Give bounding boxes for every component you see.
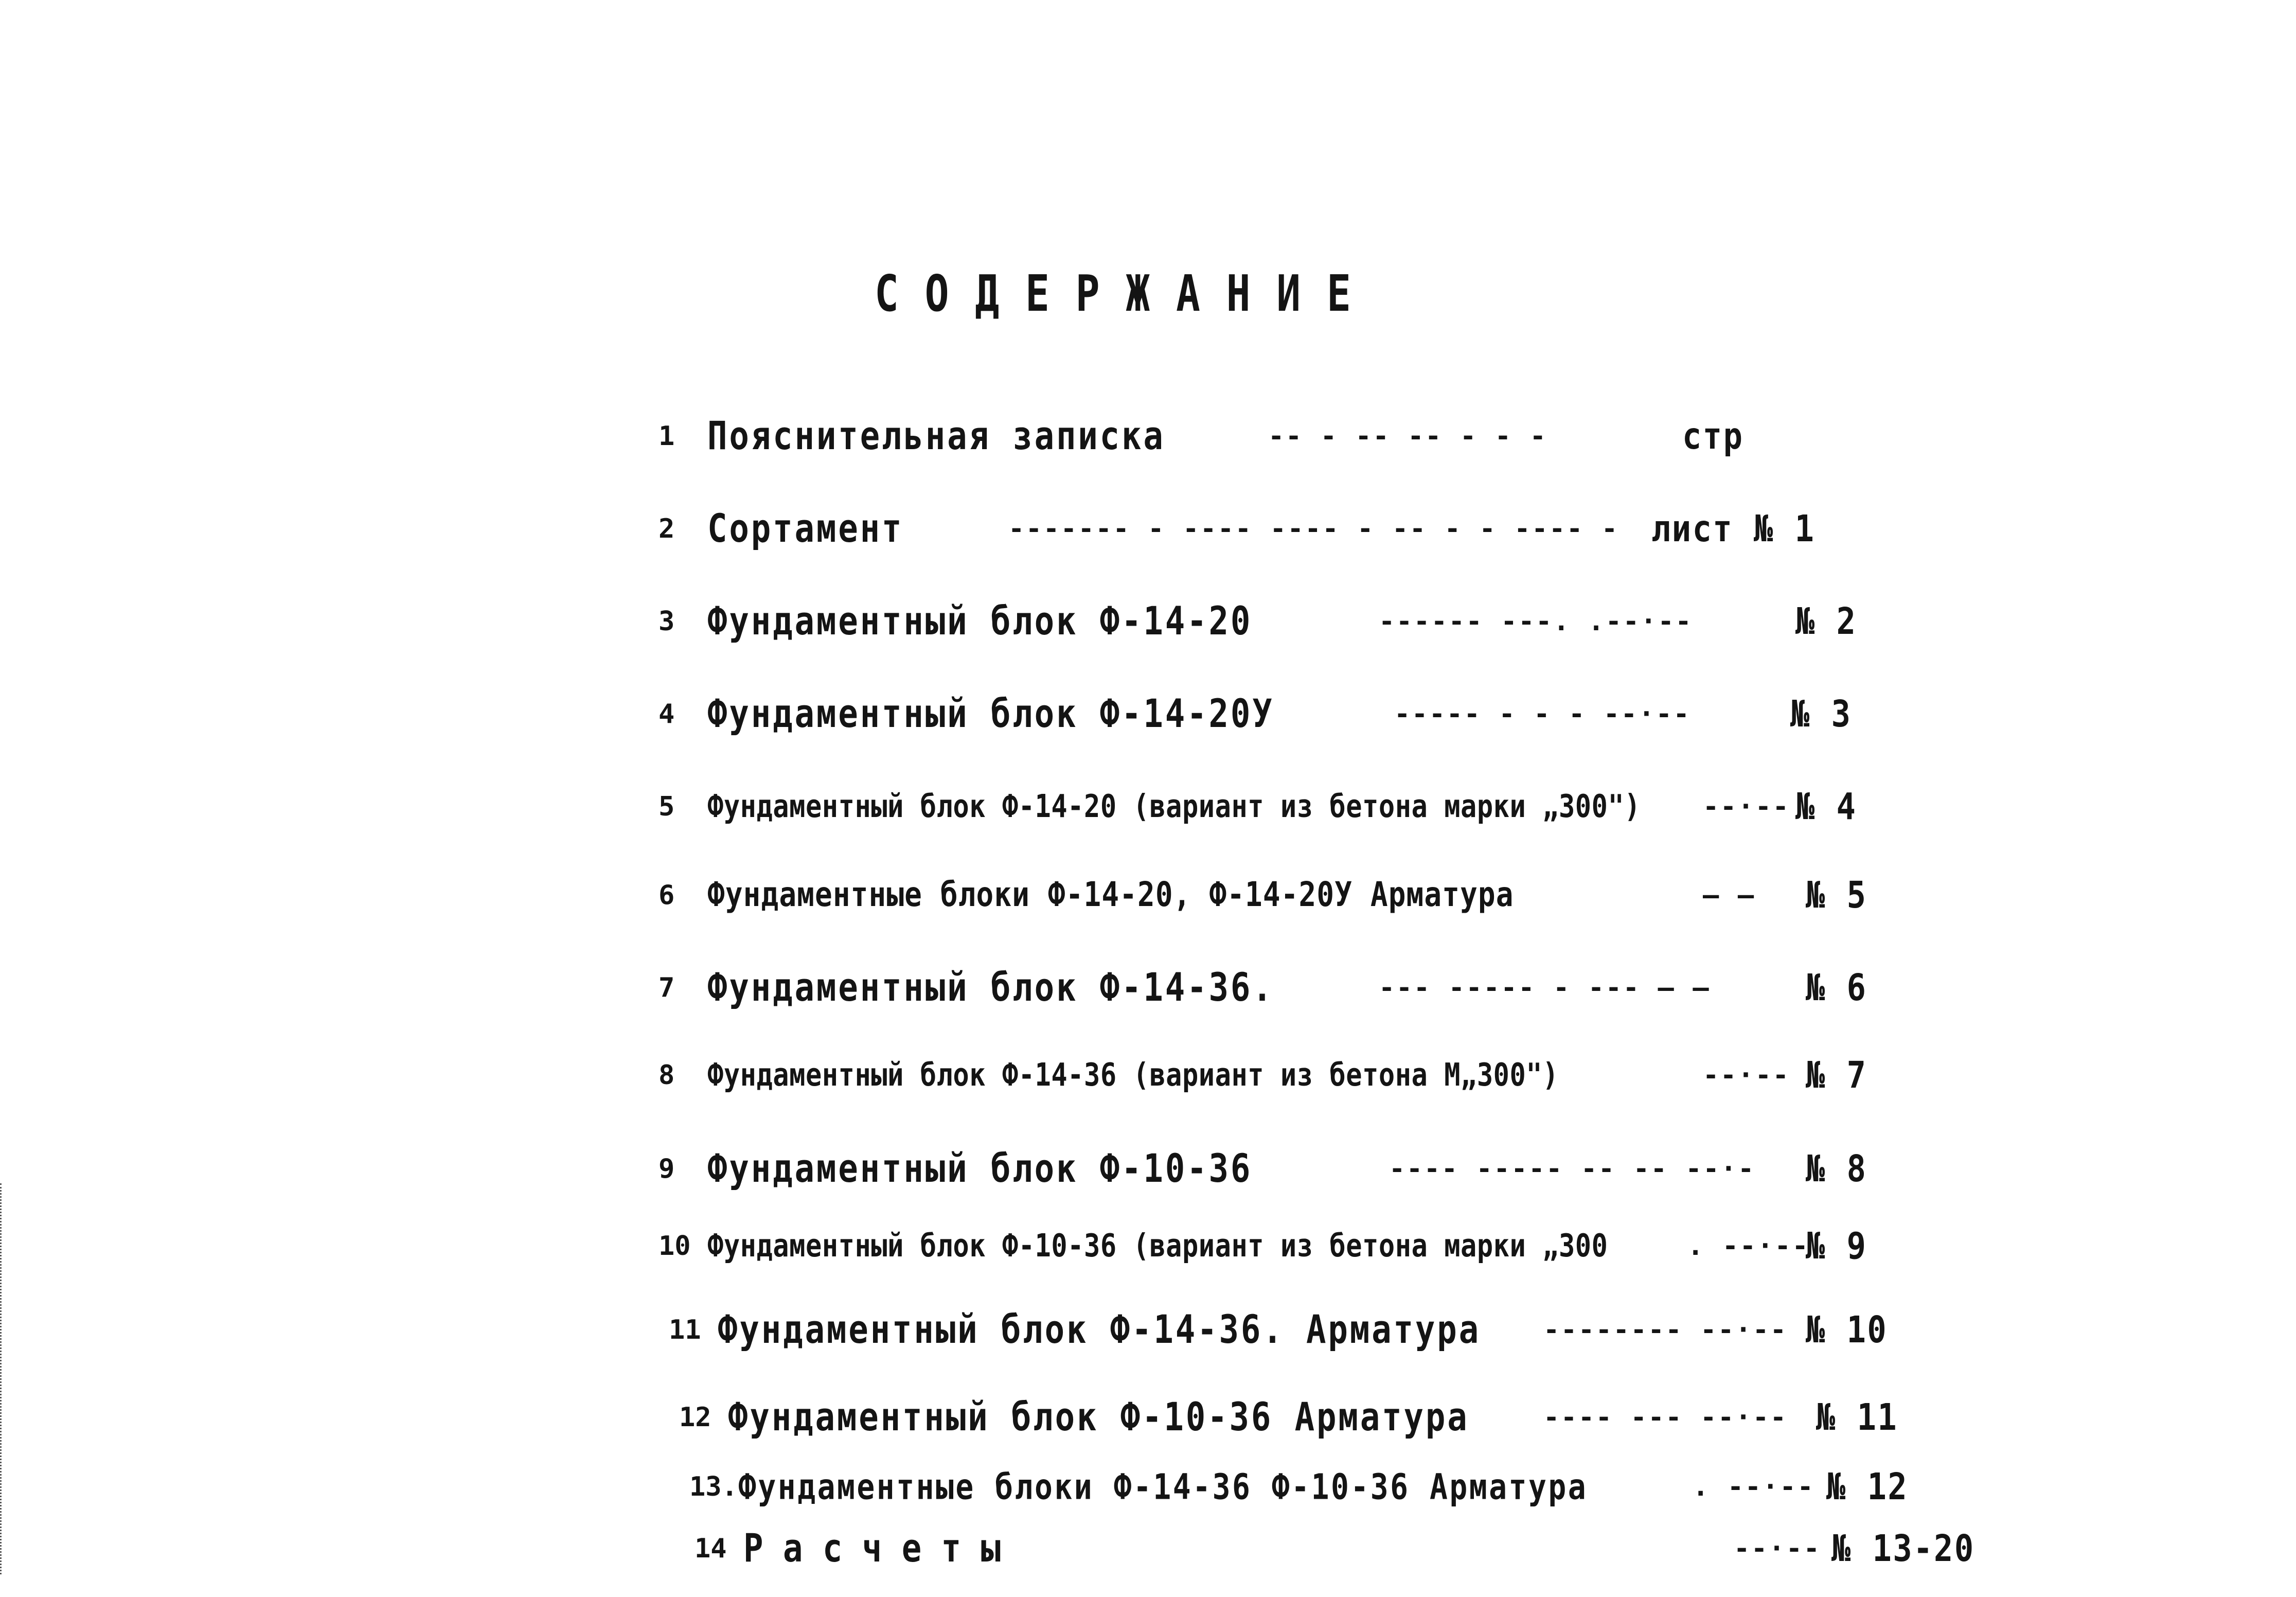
toc-entry-number: 8: [658, 1060, 675, 1091]
toc-entry-title: Фундаментные блоки Ф-14-20, Ф-14-20У Арматура: [707, 875, 1514, 915]
toc-entry-leader: -------- --·--: [1543, 1315, 1788, 1345]
toc-entry-number: 6: [658, 880, 675, 911]
toc-entry-number: 3: [658, 606, 675, 637]
toc-entry-leader: . --·--: [1693, 1471, 1815, 1502]
toc-entry-page: № 13-20: [1831, 1527, 1975, 1570]
toc-entry-title: Фундаментный блок Ф-14-20 (вариант из бетона марки „300"): [707, 788, 1641, 825]
toc-entry-page: № 6: [1806, 966, 1867, 1009]
page-title: СОДЕРЖАНИЕ: [875, 265, 1377, 323]
toc-entry-leader: – –: [1703, 880, 1755, 911]
toc-entry-page: № 9: [1806, 1224, 1867, 1268]
toc-entry-title: Фундаментный блок Ф-14-36. Арматура: [718, 1307, 1481, 1353]
toc-entry-number: 12: [679, 1402, 711, 1433]
toc-entry-leader: ----- - - - --·--: [1394, 699, 1691, 730]
toc-entry-page: № 8: [1806, 1147, 1867, 1191]
toc-entry-leader: ------ ---. .--·--: [1379, 606, 1693, 637]
toc-entry-title: Фундаментный блок Ф-14-20У: [707, 691, 1274, 737]
toc-entry-leader: --- ----- - --- – –: [1379, 972, 1711, 1003]
toc-entry-title: Сортамент: [707, 506, 904, 552]
toc-entry-leader: --·--: [1703, 791, 1790, 822]
toc-entry-title: Фундаментный блок Ф-14-36 (вариант из бетона М„300"): [707, 1057, 1559, 1094]
toc-entry-number: 10: [658, 1231, 691, 1262]
toc-entry-page: № 5: [1806, 873, 1867, 917]
toc-entry-title: Фундаментный блок Ф-14-36.: [707, 965, 1274, 1010]
toc-entry-leader: -- - -- -- - - -: [1268, 421, 1547, 452]
scan-edge-mark: [0, 1183, 4, 1574]
toc-entry-page: № 12: [1826, 1465, 1909, 1509]
toc-entry-title: Пояснительная записка: [707, 414, 1165, 459]
toc-entry-leader: . --·--: [1687, 1231, 1810, 1262]
toc-entry-page: № 3: [1790, 692, 1852, 736]
toc-entry-number: 5: [658, 791, 675, 822]
toc-entry-title: Фундаментный блок Ф-10-36: [707, 1146, 1253, 1192]
toc-entry-leader: --·--: [1703, 1060, 1790, 1091]
toc-entry-page: № 7: [1806, 1053, 1867, 1097]
toc-entry-title: Фундаментные блоки Ф-14-36 Ф-10-36 Арматура: [738, 1466, 1588, 1508]
toc-entry-title: Фундаментный блок Ф-10-36 (вариант из бетона марки „300: [707, 1228, 1608, 1265]
toc-entry-leader: --·--: [1734, 1533, 1821, 1564]
toc-entry-title: Фундаментный блок Ф-14-20: [707, 599, 1253, 644]
toc-entry-number: 2: [658, 513, 675, 544]
toc-entry-number: 14: [695, 1533, 727, 1564]
toc-entry-page: № 10: [1806, 1308, 1888, 1352]
toc-entry-page: № 11: [1816, 1395, 1898, 1439]
toc-entry-title: Фундаментный блок Ф-10-36 Арматура: [728, 1395, 1469, 1440]
toc-entry-number: 9: [658, 1154, 675, 1184]
toc-entry-page: № 2: [1795, 599, 1857, 643]
toc-entry-number: 1: [658, 421, 675, 452]
toc-entry-number: 4: [658, 699, 675, 730]
toc-entry-page: лист № 1: [1651, 507, 1816, 551]
toc-entry-number: 13.: [689, 1471, 738, 1502]
toc-entry-page: стр: [1682, 414, 1744, 458]
toc-entry-title: Расчеты: [743, 1526, 1021, 1571]
toc-entry-leader: ------- - ---- ---- - -- - - ---- -: [1008, 513, 1619, 544]
toc-entry-leader: ---- --- --·--: [1543, 1402, 1788, 1433]
toc-entry-page: № 4: [1795, 785, 1857, 828]
toc-entry-leader: ---- ----- -- -- --·-: [1389, 1154, 1756, 1184]
toc-entry-number: 11: [669, 1315, 701, 1345]
toc-entry-number: 7: [658, 972, 675, 1003]
